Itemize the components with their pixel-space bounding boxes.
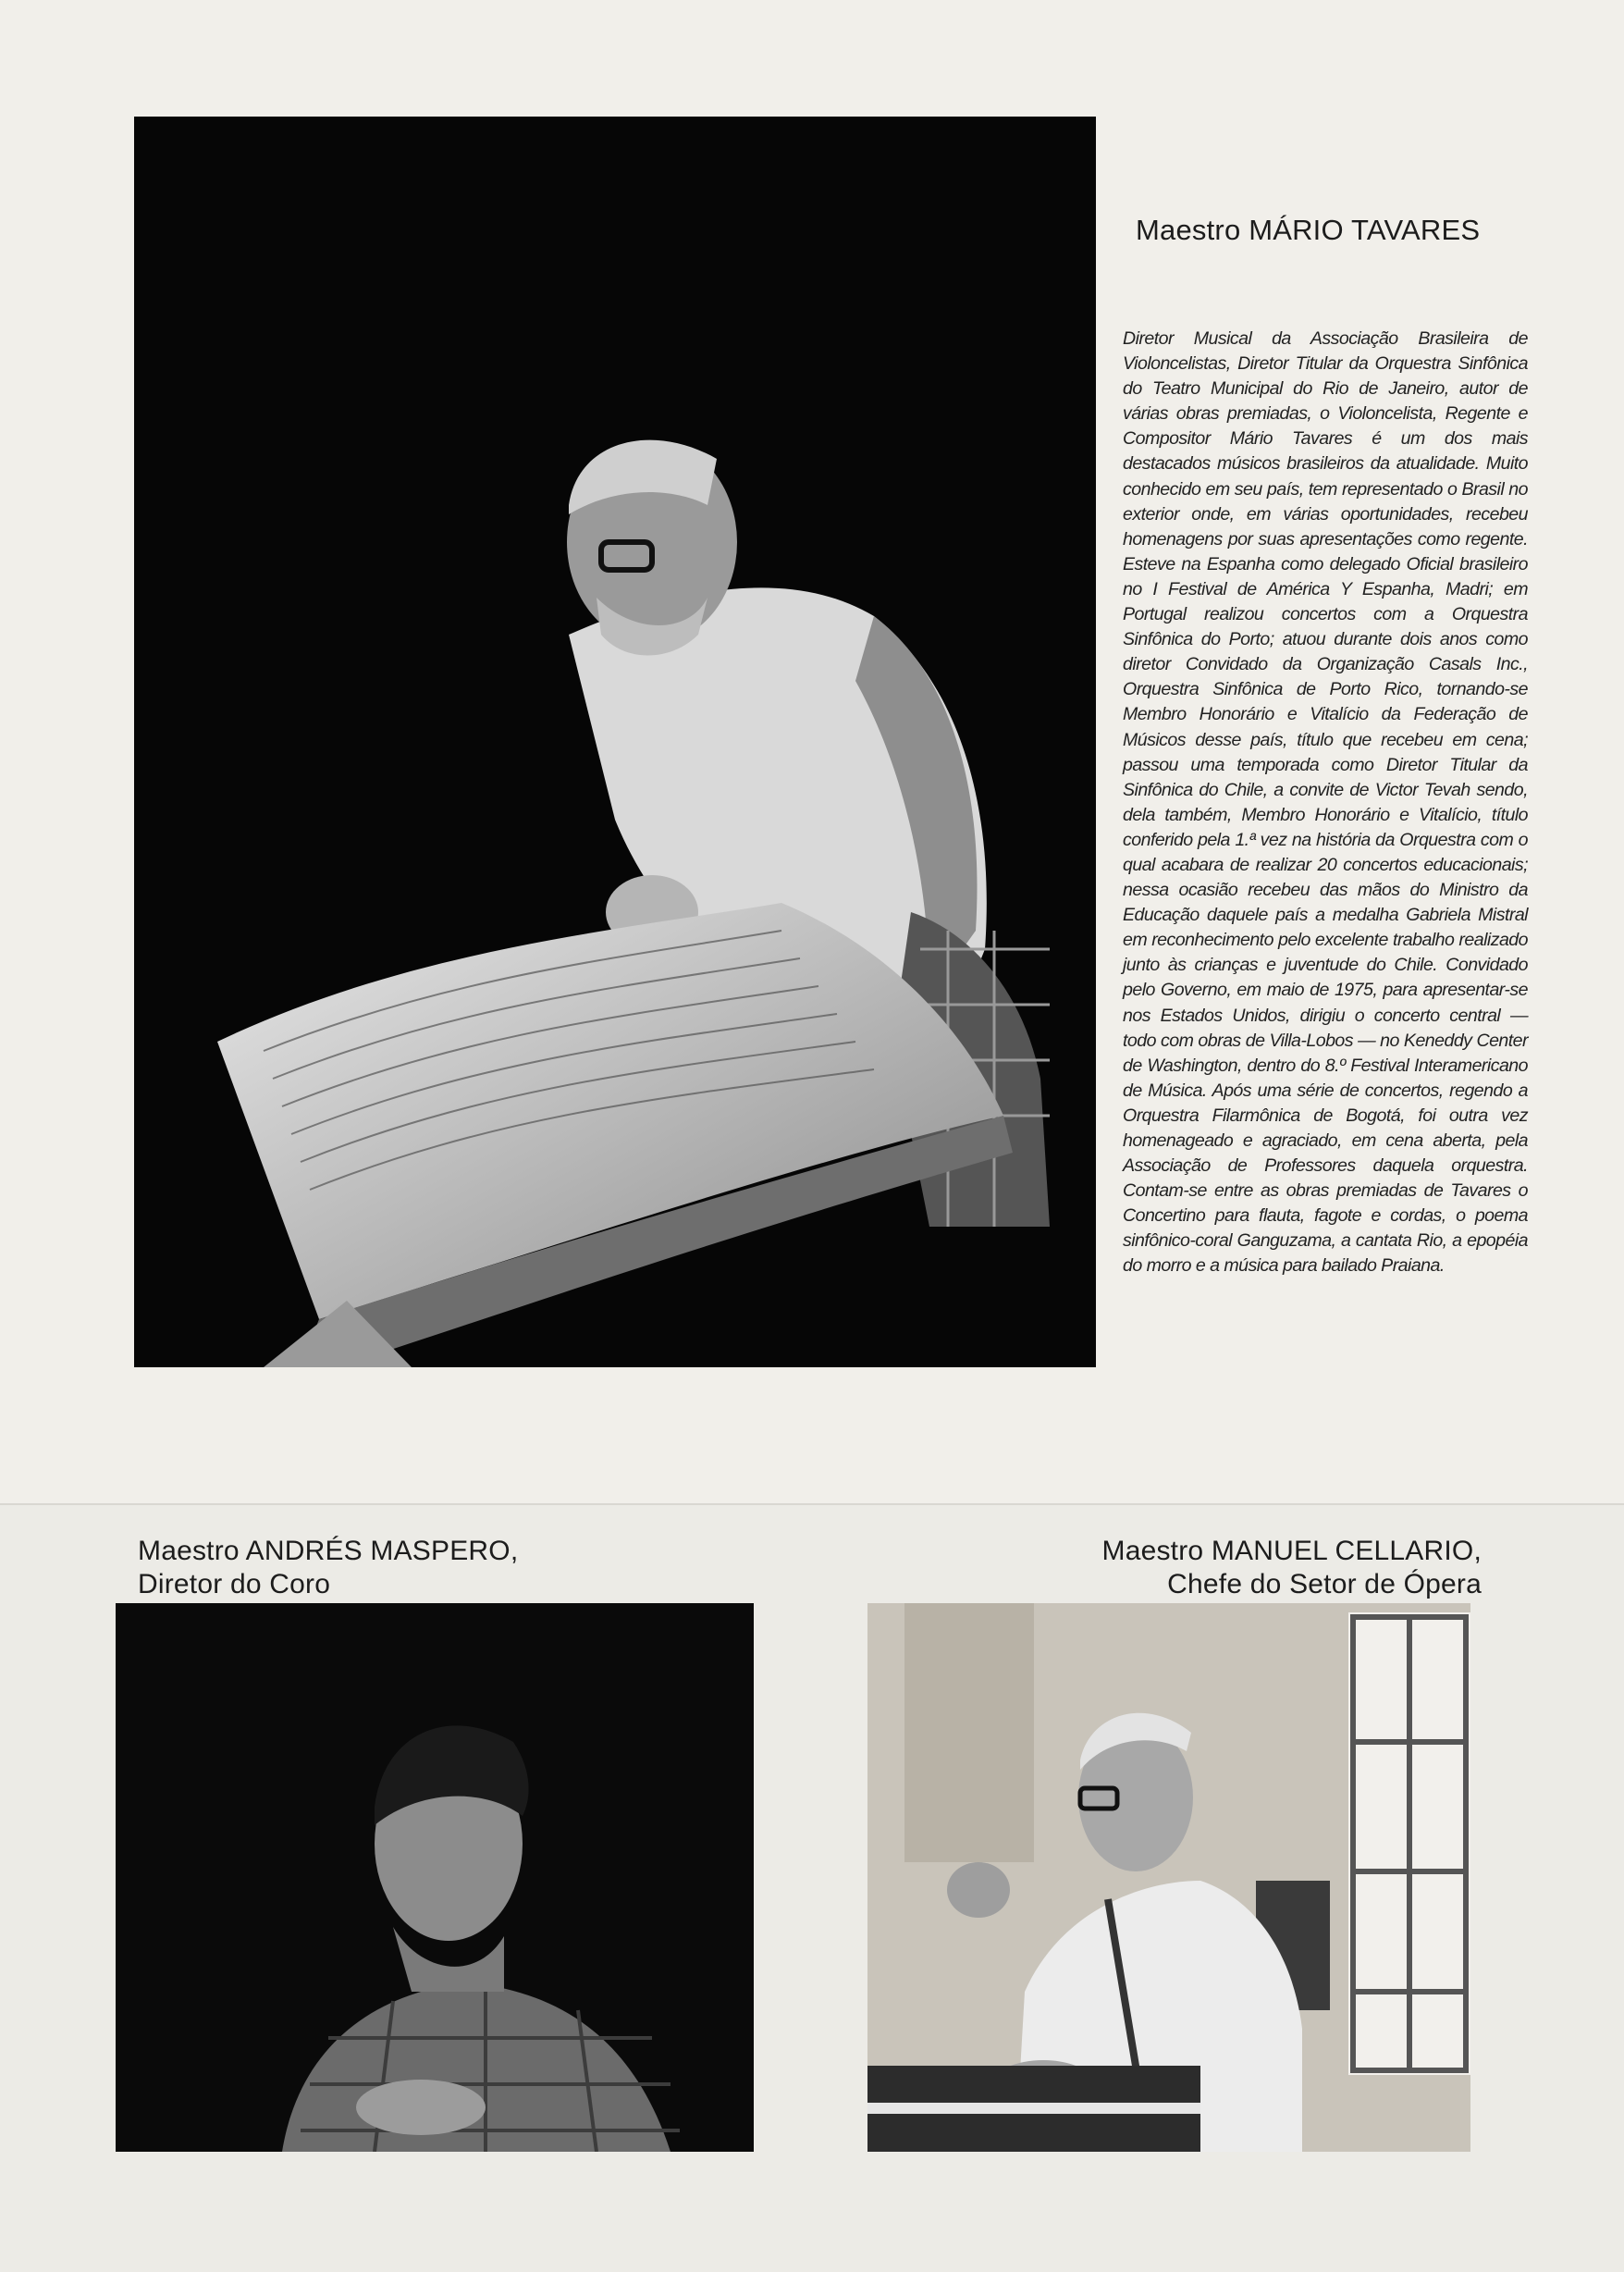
heading-manuel-cellario: Maestro MANUEL CELLARIO, (1101, 1536, 1482, 1566)
heading-andres-maspero: Maestro ANDRÉS MASPERO, (138, 1536, 519, 1566)
subheading-manuel-cellario: Chefe do Setor de Ópera (1167, 1569, 1482, 1599)
biography-text (1123, 327, 1528, 1279)
photo-andres-maspero (116, 1603, 754, 2152)
photo-manuel-cellario (867, 1603, 1470, 2152)
subheading-andres-maspero: Diretor do Coro (138, 1569, 331, 1599)
biography-paragraph: Diretor Musical da Associação Brasileira de Violoncelistas, Diretor Titular da Orquestra Sinfônica do Teatro Municipal do Rio de Janeiro, autor de várias obras premiadas, o Violoncelista, Regente e Compositor Mário Tavares é um dos mais destacados músicos brasileiros da atualidade. Muito conhecido em seu país, tem representado o Brasil no exterior onde, em várias oportunidades, recebeu homenagens por suas apresentações como regente. Esteve na Espanha como delegado Oficial brasileiro no I Festival de América Y Espanha, Madri; em Portugal realizou concertos com a Orquestra Sinfônica do Porto; atuou durante dois anos como diretor Convidado da Organização Casals Inc., Orquestra Sinfônica de Porto Rico, tornando-se Membro Honorário e Vitalício da Federação de Músicos desse país, título que recebeu em cena; passou uma temporada como Diretor Titular da Sinfônica do Chile, a convite de Victor Tevah sendo, dela também, Membro Honorário e Vitalício, título conferido pela 1.ª vez na história da Orquestra com o qual acabara de realizar 20 concertos educacionais; nessa ocasião recebeu das mãos do Ministro da Educação daquele país a medalha Gabriela Mistral em reconhecimento pelo excelente trabalho realizado junto às crianças e juventude do Chile. Convidado pelo Governo, em maio de 1975, para apresentar-se nos Estados Unidos, dirigiu o concerto central — todo com obras de Villa-Lobos — no Keneddy Center de Washington, dentro do 8.º Festival Interamericano de Música. Após uma série de concertos, regendo a Orquestra Filarmônica de Bogotá, foi outra vez homenageado e agraciado, em cena aberta, pela Associação de Professores daquela orquestra. Contam-se entre as obras premiadas de Tavares o Concertino para flauta, fagote e cordas, o poema sinfônico-coral Ganguzama, a cantata Rio, a epopéia do morro e a música para bailado Praiana. (1123, 328, 1528, 1277)
heading-mario-tavares: Maestro MÁRIO TAVARES (1136, 214, 1481, 246)
photo-mario-tavares (134, 117, 1096, 1367)
